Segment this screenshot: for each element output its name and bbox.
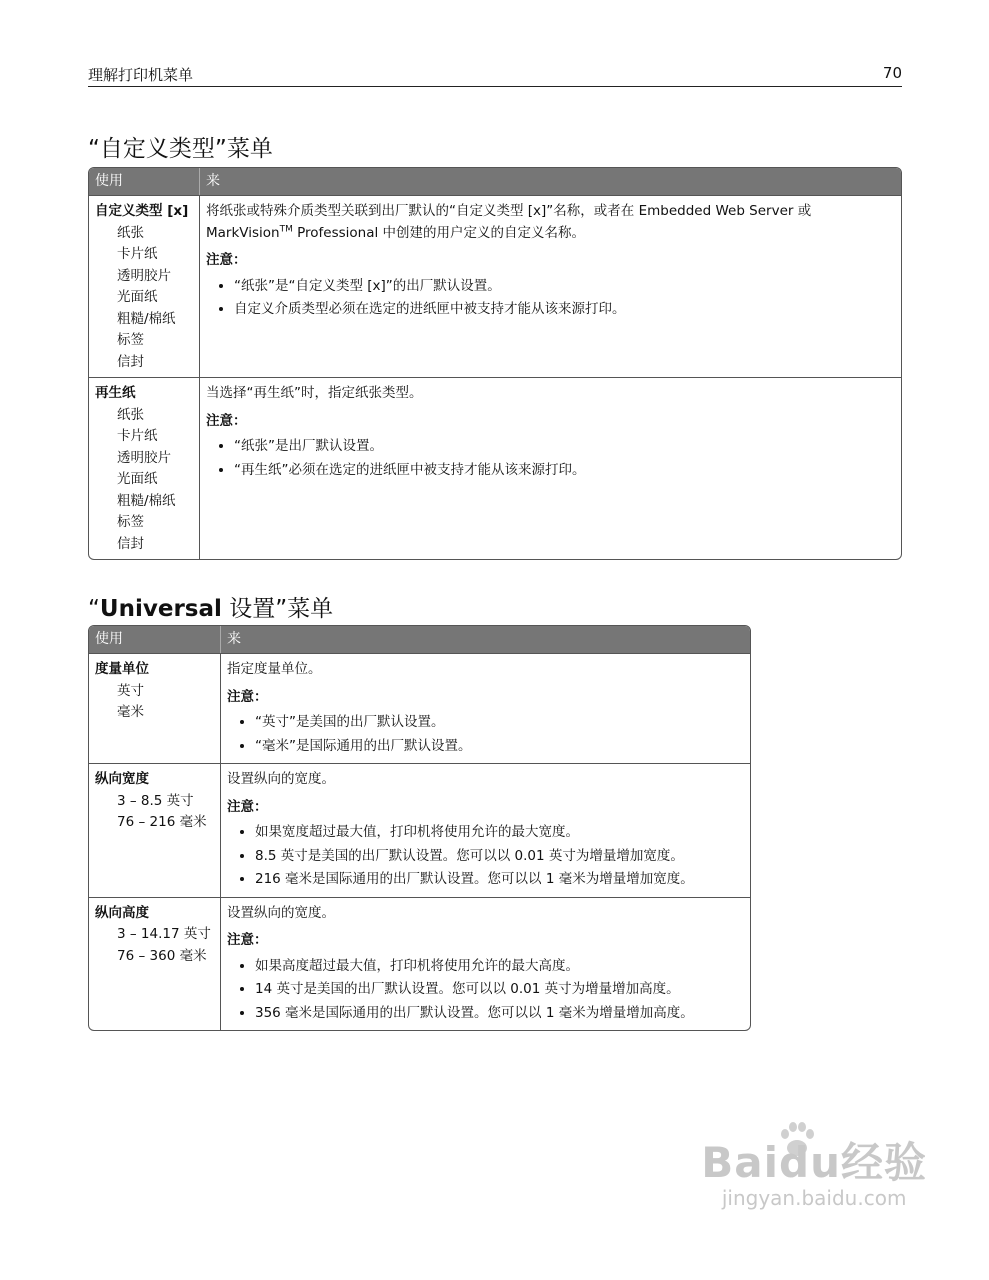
option-value: 粗糙/棉纸 [117,310,176,327]
list-item: • 14 英寸是美国的出厂默认设置。您可以以 0.01 英寸为增量增加高度。 [255,979,744,1001]
title-rest: 设置”菜单 [221,596,334,622]
description-text: Professional 中创建的用户定义的自定义名称。 [292,224,586,241]
description-cell [220,653,750,763]
list-item: • “纸张”是“自定义类型 [x]”的出厂默认设置。 [234,276,895,298]
menu-item-title: 纵向高度 [95,904,149,921]
option-value: 信封 [117,353,144,370]
list-item: • 自定义介质类型必须在选定的进纸匣中被支持才能从该来源打印。 [234,299,895,321]
watermark-url: jingyan.baidu.com [721,1186,907,1210]
menu-item-title: 纵向宽度 [95,771,149,787]
header-title: 理解打印机菜单 [88,66,194,84]
table-row [89,653,750,763]
menu-item-title: 度量单位 [95,661,149,677]
column-header-to: 来 [199,168,901,195]
description-line: 指定度量单位。 [227,661,322,677]
trademark-mark: TM [279,224,293,234]
watermark-brand: Baidu经验 [701,1138,927,1187]
table-row [89,763,750,897]
menu-item-cell [89,897,220,1031]
note-label: 注意： [227,798,268,815]
table-row [89,195,901,377]
table-row [89,377,901,559]
note-label: 注意： [206,252,247,268]
note-list [227,712,744,757]
list-item: • 8.5 英寸是美国的出厂默认设置。您可以以 0.01 英寸为增量增加宽度。 [255,846,744,868]
note-label: 注意： [206,412,247,429]
description-text: MarkVision [206,224,280,241]
table-header [89,626,750,653]
list-item: • “英寸”是美国的出厂默认设置。 [255,712,744,734]
page-header [88,64,902,87]
description-line: 当选择“再生纸”时，指定纸张类型。 [206,385,423,401]
page-number: 70 [882,64,902,82]
list-item: • “再生纸”必须在选定的进纸匣中被支持才能从该来源打印。 [234,460,895,482]
description-line: 设置纵向的宽度。 [227,771,335,787]
universal-setup-table [88,625,751,1031]
list-item: • 216 毫米是国际通用的出厂默认设置。您可以以 1 毫米为增量增加宽度。 [255,869,744,891]
note-list [227,956,744,1025]
watermark [701,1130,927,1210]
note-label: 注意： [227,932,268,948]
list-item: • 356 毫米是国际通用的出厂默认设置。您可以以 1 毫米为增量增加高度。 [255,1003,744,1025]
description-cell [199,195,901,377]
section-title-universal [88,590,333,623]
description-cell [220,763,750,897]
note-label: 注意： [227,688,268,705]
list-item: • “纸张”是出厂默认设置。 [234,436,895,458]
option-value: 标签 [117,332,144,348]
option-value: 光面纸 [117,471,158,487]
description-line [206,223,895,245]
title-quote: “ [88,596,100,622]
option-value: 英寸 [117,682,144,699]
note-list [227,822,744,891]
option-value: 76 – 216 毫米 [117,814,207,830]
description-line: 设置纵向的宽度。 [227,904,335,921]
list-item: • “毫米”是国际通用的出厂默认设置。 [255,736,744,758]
description-line: 将纸张或特殊介质类型关联到出厂默认的“自定义类型 [x]”名称，或者在 Embedded Web Server 或 [206,203,812,219]
option-value: 标签 [117,514,144,530]
menu-item-title: 再生纸 [95,385,136,401]
title-bold: Universal [99,596,222,622]
option-value: 卡片纸 [117,428,158,444]
option-value: 纸张 [117,224,144,241]
column-header-use: 使用 [89,168,199,195]
table-header [89,168,901,195]
note-list [206,276,895,321]
description-cell [199,377,901,559]
option-value: 透明胶片 [117,449,171,466]
option-value: 光面纸 [117,289,158,305]
description-cell [220,897,750,1031]
custom-type-table [88,167,902,560]
option-value: 信封 [117,535,144,552]
section-title-custom-type: “自定义类型”菜单 [88,136,273,162]
note-list [206,436,895,481]
column-header-use: 使用 [89,626,220,653]
option-value: 粗糙/棉纸 [117,492,176,509]
table-row [89,897,750,1031]
list-item: • 如果宽度超过最大值，打印机将使用允许的最大宽度。 [255,822,744,844]
option-value: 透明胶片 [117,267,171,284]
list-item: • 如果高度超过最大值，打印机将使用允许的最大高度。 [255,956,744,978]
option-value: 毫米 [117,704,144,720]
column-header-to: 来 [220,626,750,653]
option-value: 76 – 360 毫米 [117,947,207,964]
menu-item-cell [89,763,220,897]
option-value: 卡片纸 [117,246,158,262]
option-value: 3 – 8.5 英寸 [117,792,194,809]
menu-item-cell [89,195,199,377]
option-value: 纸张 [117,406,144,423]
menu-item-cell [89,653,220,763]
menu-item-cell [89,377,199,559]
menu-item-title: 自定义类型 [x] [95,203,189,219]
option-value: 3 – 14.17 英寸 [117,926,211,942]
